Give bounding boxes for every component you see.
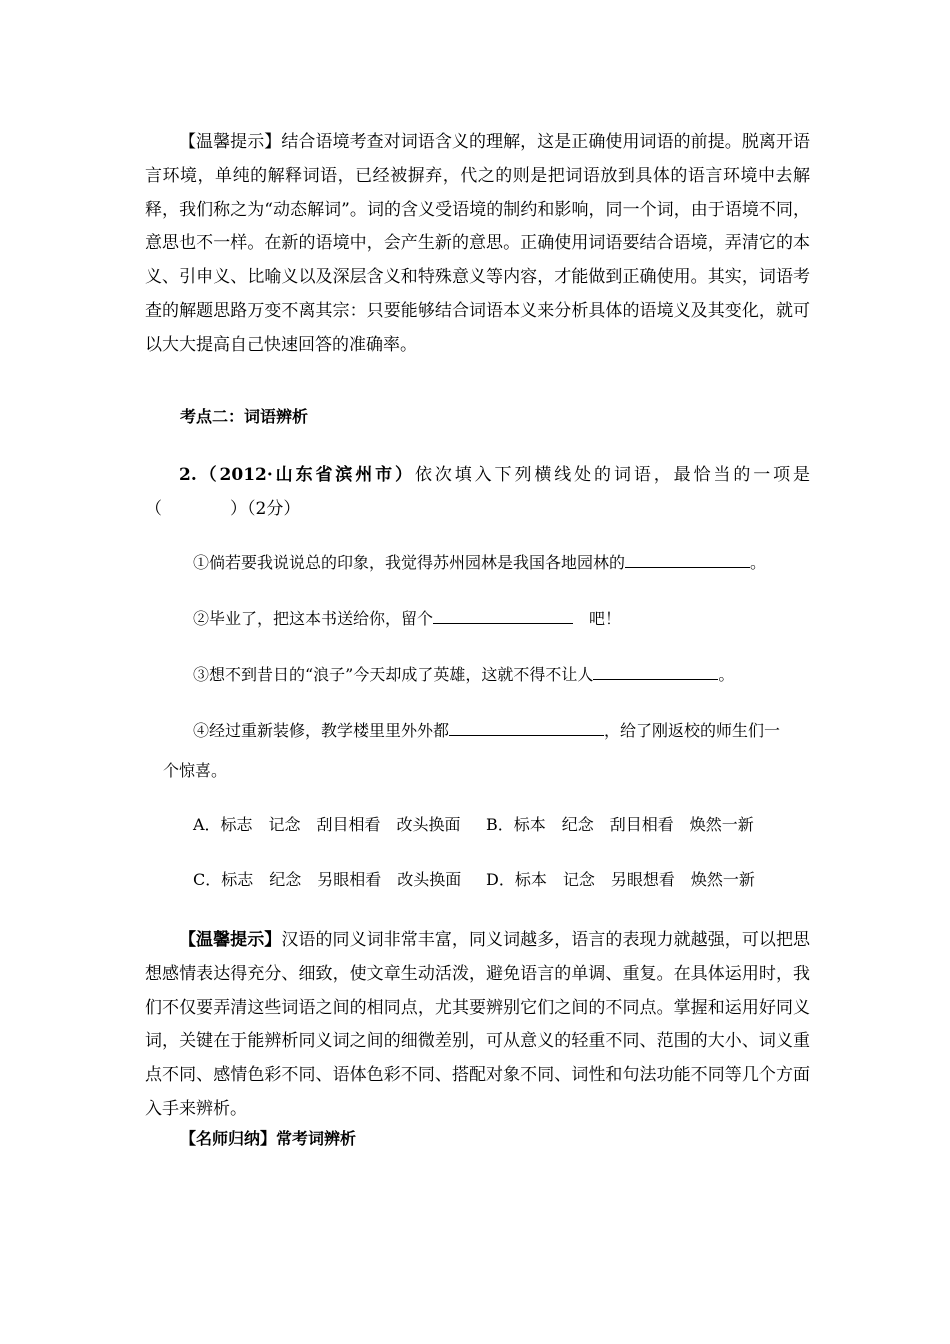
tip-label: 【温馨提示】 xyxy=(179,930,282,950)
answer-blank[interactable] xyxy=(449,720,604,736)
tip-label: 【温馨提示】 xyxy=(179,132,282,152)
tip-paragraph-1 xyxy=(145,126,810,363)
answer-blank[interactable] xyxy=(433,608,573,624)
summary-label: 【名师归纳】 xyxy=(180,1129,277,1148)
question-text: 依次填入下列横线处的词语，最恰当的一项是（ ）（2分） xyxy=(145,465,811,519)
option-a[interactable]: A．标志 记念 刮目相看 改头换面 xyxy=(193,815,461,834)
question-stem xyxy=(145,459,810,527)
question-number: 2. xyxy=(179,465,197,485)
option-b[interactable]: B．标本 纪念 刮目相看 焕然一新 xyxy=(486,815,754,834)
option-d[interactable]: D．标本 记念 另眼想看 焕然一新 xyxy=(486,870,755,889)
question-item-1: ①倘若要我说说总的印象，我觉得苏州园林是我国各地园林的 。 xyxy=(193,553,767,572)
tip-paragraph-2 xyxy=(145,924,810,1127)
question-item-4: ④经过重新装修，教学楼里里外外都 ，给了刚返校的师生们一 xyxy=(193,721,781,740)
question-source: （2012·山东省滨州市） xyxy=(196,465,415,485)
options-row-2 xyxy=(193,869,755,891)
question-item-3: ③想不到昔日的“浪子”今天却成了英雄，这就不得不让人 。 xyxy=(193,665,735,684)
answer-blank[interactable] xyxy=(593,664,718,680)
summary-heading xyxy=(180,1128,356,1150)
option-c[interactable]: C．标志 纪念 另眼相看 改头换面 xyxy=(193,870,462,889)
question-item-2: ②毕业了，把这本书送给你，留个 吧！ xyxy=(193,609,622,628)
answer-blank[interactable] xyxy=(625,552,750,568)
options-row-1 xyxy=(193,814,754,836)
question-item-4-continuation: 个惊喜。 xyxy=(163,761,228,780)
section-heading: 考点二：词语辨析 xyxy=(180,407,309,426)
tip-text: 结合语境考查对词语含义的理解，这是正确使用词语的前提。脱离开语言环境，单纯的解释词语，已经被摒弃，代之的则是把词语放到具体的语言环境中去解释，我们称之为“动态解词”。词的含义受语境的制约和影响，同一个词，由于语境不同，意思也不一样。在新的语境中，会产生新的意思。正确使用词语要结合语境，弄清它的本义、引申义、比喻义以及深层含义和特殊意义等内容，才能做到正确使用。其实，词语考查的解题思路万变不离其宗：只要能够结合词语本义来分析具体的语境义及其变化，就可以大大提高自己快速回答的准确率。 xyxy=(145,132,811,355)
summary-text: 常考词辨析 xyxy=(276,1129,357,1148)
tip-text: 汉语的同义词非常丰富，同义词越多，语言的表现力就越强，可以把思想感情表达得充分、细致，使文章生动活泼，避免语言的单调、重复。在具体运用时，我们不仅要弄清这些词语之间的相同点，尤其要辨别它们之间的不同点。掌握和运用好同义词，关键在于能辨析同义词之间的细微差别，可从意义的轻重不同、范围的大小、词义重点不同、感情色彩不同、语体色彩不同、搭配对象不同、词性和句法功能不同等几个方面入手来辨析。 xyxy=(145,930,811,1119)
